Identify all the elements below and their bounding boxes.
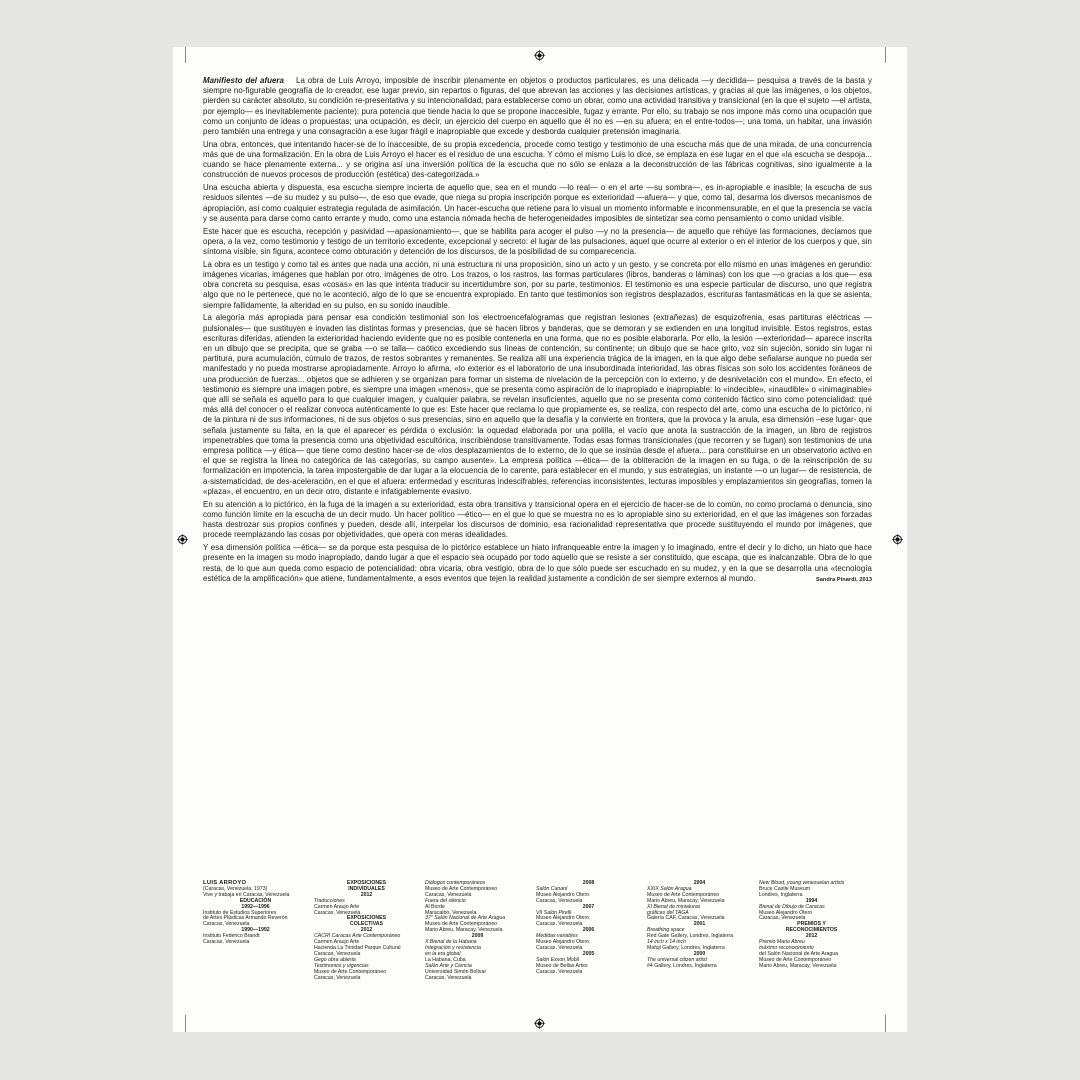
crop-mark [885, 1015, 886, 1032]
bio-line: Carmen Araujo Arte [314, 939, 360, 946]
bio-line: Caracas, Venezuela [203, 921, 250, 928]
bio-line: Vive y trabaja en Caracas, Venezuela [203, 891, 290, 898]
bio-line: 2012 [805, 933, 818, 940]
crop-mark [885, 47, 886, 63]
bio-line: Gego obra abierta [314, 956, 356, 963]
bio-column-awards [759, 881, 864, 970]
bio-line: Breathing space [647, 927, 685, 934]
bio-line: de Artes Plásticas Armando Reverón [203, 915, 288, 922]
bio-line: La Habana, Cuba [425, 956, 466, 963]
bio-line: 1990—1992 [241, 927, 270, 934]
bio-line: XXIX Salón Aragua [647, 885, 692, 892]
bio-line: PREMIOS Y [797, 921, 826, 928]
crop-mark [185, 47, 186, 63]
bio-line: #4 Gallery, Londres, Inglaterra [647, 962, 717, 969]
bio-line: Medidas variables [536, 933, 578, 940]
bio-line: Salón Exxon Mobil [536, 956, 579, 963]
bio-line: Maracaibo, Venezuela [425, 909, 477, 916]
bio-line: CACRI Caracas Arte Contemporáneo [314, 933, 401, 940]
bio-line: Salón Arte y Ciencia [425, 962, 472, 969]
bio-line: 2012 [360, 891, 373, 898]
bio-line: Galería CAF, Caracas, Venezuela [647, 915, 725, 922]
bio-line: RECONOCIMIENTOS [785, 927, 838, 934]
bio-line: Premio Mario Abreu [759, 939, 805, 946]
essay-text [203, 76, 872, 587]
bio-line: 1994 [805, 897, 818, 904]
essay-paragraph: La obra es un testigo y como tal es antes que nada una acción, ni una estructura ni una proposición, sino un acto y un gesto, y se concreta por ello mismo en unas imágenes en gerundio: imágenes vicarias, imágenes que hablan por otro, imágenes de otro. Los trazos, o los rastros, las formas particulares (libros, banderas o láminas) con los que —o gracias a los que— esa obra concreta su pesquisa, esas «cosas» en las que intenta traducir su incertidumbre son, por su parte, testimonios. El testimonio es una especie particular de discurso, uno que registra algo que no le pertenece, que no le aconteció, algo de lo que se encuentra expropiado. En tanto que testimonios son registros desplazados, escrituras fantasmáticas en la que se asienta, siempre fallidamente, la alteridad en su pulso, en su sonido inaudible. [203, 259, 872, 310]
bio-line: Mario Abreu, Maracay, Venezuela [759, 962, 837, 969]
bio-line: Integración y resistencia [425, 944, 481, 951]
essay-title: Manifiesto del afuera [203, 76, 284, 85]
bio-line: 2000 [693, 950, 706, 957]
bio-line: Caracas, Venezuela [759, 915, 806, 922]
bio-line: LUIS ARROYO [203, 880, 247, 886]
bio-line: Caracas, Venezuela [314, 950, 361, 957]
bio-line: EXPOSICIONES [346, 880, 387, 886]
bio-line: Instituto de Estudios Superiores [203, 909, 277, 916]
bio-line: 37° Salón Nacional de Arte Aragua [425, 915, 506, 922]
bio-line: gráficas del TAGA [647, 909, 689, 916]
bio-line: X Bienal de la Habana [425, 939, 477, 946]
essay-paragraph: En su atención a lo pictórico, en la fuga de la imagen a su exterioridad, esta obra transitiva y transicional opera en el ejercicio de hacer-se de lo común, no como proclama o denuncia, sino como función límite en la escucha de un decir mudo. Un hacer político —ético— en el que lo que se muestra no es lo apropiable sino su exterioridad, en el que las imágenes son forzadas hasta destrozar sus propios confines y pueden, desde allí, interpelar los discursos de dominio, esa racionalidad representativa que procede sustituyendo el mundo por imágenes, que procede reemplazando las cosas por objetividades, que opera con meras idealidades. [203, 499, 872, 540]
essay-paragraph: Manifiesto del afuera La obra de Luis Arroyo, imposible de inscribir plenamente en objetos o productos particulares, es una delicada —y decidida— pesquisa a través de la basta y siempre no-figurable geografía de lo creador, ese lugar previo, sin repartos o figuras, del que abrevan las acciones y las decisiones artísticas, y gracias al que las imágenes, o los objetos, pierden su carácter absoluto, su condición re-presentativa y su intencionalidad, para establecerse como un obrar, como una actividad transitiva y transicional (en la que el sujeto —el artista, por ejemplo— es inevitablemente paciente): pura potencia que tiende hacia lo que se propone inaccesible, fugaz y errante. Por ello, su trabajo se nos impone más como una ocupación que como un conjunto de ideas o propuestas; una ocupación, es decir, un ejercicio del cuerpo en aquello que él no es —en su afuera; en el entre-todos—; una toma, un habitar, una invasión pero también una entrega y una consagración a ese lugar frágil e inapropiable que excede y desborda cualquier pretensión imaginaria. [203, 76, 872, 137]
bio-line: del Salón Nacional de Arte Aragua [759, 950, 839, 957]
essay-paragraph: Este hacer que es escucha, recepción y pasividad —apasionamiento—, que se habilita para acoger el pulso —y no la presencia— de aquello que rehúye las formaciones, decíamos que opera, a la vez, como testimonio y testigo de un territorio excedente, excepcional y secreto: el lugar de las pulsaciones, aquel que ocurre al exterior o en el interior de los cuerpos y que, sin síntoma visible, sin figura, acontece como obturación y detención de los discursos, de la posibilidad de su comparecencia. [203, 226, 872, 257]
bio-column-education [203, 881, 308, 946]
artist-bio [203, 881, 872, 1011]
bio-line: Red Gate Gallery, Londres, Inglaterra [647, 933, 734, 940]
bio-line: The universal citizen artist [647, 956, 707, 963]
bio-line: Carmen Araujo Arte [314, 903, 360, 910]
essay-paragraph: La alegoría más apropiada para pensar esa condición testimonial son los electroencefalogramas que registran lesiones (extrañezas) de esquizofrenia, esas partituras eléctricas —pulsionales— que sustituyen e invaden las distintas formas y presencias, que se hacen libros y banderas, que se demoran y se extienden en una longitud invisible. Estos registros, estas escrituras diferidas, atienden la exterioridad haciendo evidente que no es posible contenerla en una forma, que no es posible elaborarla. Por ello, la lesión —exterioridad— aparece inscrita en un dibujo que se precipita, que se graba —o se talla— caótico excediendo sus líneas de contención, su continente; un dibujo que se hace grito, voz sin sujeción, sonido sin lugar ni partitura, pura acumulación, cúmulo de trazos, de restos sobrantes y remanentes. Se realiza allí una experiencia trágica de la imagen, en la que algo debe señalarse aunque no pueda ser manifestado y no pueda mostrarse apropiadamente. Arroyo lo afirma, «lo exterior es el laboratorio de una insubordinada interioridad, las obras físicas son solo los accidentes foráneos de una producción de fuerzas... objetos que se adhieren y se organizan para formar un sistema de nivelación de la percepción con lo externo, y de desnivelación con el mundo». En efecto, el testimonio es siempre una imagen pobre, es siempre una imagen «menos», que se presenta como aspiración de lo inapropiado e inapropiable: lo «indecible», «inaudible» o «inimaginable» que allí se señala es aquello para lo que cualquier imagen, y cualquier palabra, se revelan insuficientes, aquello que no se presenta como contenido fáctico sino como potencialidad: qué más allá del conocer o el realizar convoca auténticamente lo que es: Este hacer que reclama lo que propiamente es, se realiza, con respecto del arte, como una escucha de lo pictórico, ni de la pintura ni de sus informaciones, ni de sus objetos o sus presencias, sino en aquello que la desafía y la convierte en frontera, que la provoca y la anula, esa dimensión –ese lugar- que señala justamente su falta, en la que el aparecer es pérdida o exclusión: la oquedad elaborada por una polilla, el vacío que anota la sustracción de la imagen, un libro de registros impenetrables que toma la presencia como una objetividad escultórica, inscribiéndose transitivamente. Todas esas formas transicionales (que recorren y se fugan) son testimonios de una empresa política —y ética— que tiene como destino hacer-se de «los desplazamientos de lo externo, de lo que se insinúa desde el afuera... para constituirse en un observatorio activo en el que se registra la línea no categórica de las categorías, su campo ausente». La empresa política —ética— de la obliteración de la imagen en su fuga, o de la reinscripción de su formalización en impotencia, la tarea impostergable de dar lugar a la elocuencia de lo carente, para establecer en el mundo, y sus estrategias, un instante —o un lugar— de resistencia, de a-sistematicidad, de des-aceleración, en el que el afuera: enfermedad y escrituras indescifrables, referencias inconsistentes, lecturas imposibles y emplazamientos sin geografías, tomen la «plaza», el encuentro, en un decir otro, distante e infatigablemente evasivo. [203, 313, 872, 496]
essay-paragraph: Una escucha abierta y dispuesta, esa escucha siempre incierta de aquello que, sea en el mundo —lo real— o en el arte —su sombra—, es in-apropiable e inasible; la escucha de sus residuos silentes —de su mudez y su pulso—, de eso que evade, que niega su propia inscripción porque es exterioridad —afuera— y que, como tal, desarma los diversos mecanismos de apropiación, así como cualquier estrategia regulada de asimilación. Un hacer-escucha que retiene para lo visual un momento informable e inconmensurable, en el que la presencia se vacía y se ausenta para darse como canto errante y mudo, como una estancia nómada hecha de heterogeneidades imposibles de sintetizar sea como pensamiento o como unidad visible. [203, 183, 872, 223]
bio-line: INDIVIDUALES [348, 885, 385, 892]
crop-mark [185, 1015, 186, 1032]
bio-line: 2004 [693, 880, 706, 886]
bio-line: Bruce Castle Museum [759, 885, 811, 892]
bio-line: COLECTIVAS [349, 921, 384, 928]
bio-column-exhibitions [536, 881, 641, 976]
bio-line: Museo de Bellas Artes [536, 962, 588, 969]
bio-line: 2012 [360, 927, 373, 934]
bio-line: Caracas, Venezuela [314, 909, 361, 916]
essay-paragraph: Una obra, entonces, que intentando hacer-se de lo inaccesible, de su propia excedencia, procede como testigo y testimonio de una escucha más que de una mirada, de una concurrencia más que de una formalización. En la obra de Luis Arroyo el hacer es el residuo de una escucha. Y cómo el mismo Luis lo dice, se emplaza en ese lugar en el que «la escucha se despoja... cuando se hace plenamente externa... y se origina así una inversión política de la escucha que no sólo se enlaza a la deconstrucción de las fábricas cognitivas, sino igualmente a la construcción de nuevos procesos de producción (estética) des-categorizada.» [203, 139, 872, 180]
bio-line: EDUCACIÓN [239, 897, 272, 904]
bio-column-exhibitions [425, 881, 530, 981]
bio-line: Museo de Arte Contemporáneo [647, 891, 720, 898]
bio-line: Museo Alejandro Otero [536, 939, 590, 946]
registration-mark-icon [534, 1018, 545, 1029]
bio-line: 2009 [471, 933, 484, 940]
bio-line: Bienal de Dibujo de Caracas [759, 903, 825, 910]
bio-line: Caracas, Venezuela [536, 897, 583, 904]
bio-line: Instituto Federico Brandt [203, 933, 260, 940]
bio-line: Caracas, Venezuela [314, 974, 361, 981]
bio-line: Traducciones [314, 897, 345, 904]
bio-line: Hacienda La Trinidad Parque Cultural [314, 944, 401, 951]
registration-mark-icon [177, 534, 188, 545]
bio-line: Londres, Inglaterra [759, 891, 803, 898]
bio-line: Fuera del silencio [425, 897, 466, 904]
essay-paragraph: Y esa dimensión política —ética— se da porque esta pesquisa de lo pictórico establece un hiato infranqueable entre la imagen y lo imaginado, entre el decir y lo dicho, un hiato que hace presente en la imagen su modo inapropiado, dando lugar a que el espacio sea ocupado por todo aquello que se resiste a ser constituido, que escapa, que es inalcanzable. Obra de lo que resta, de lo que aun queda como espacio de potencialidad: obra vicaria, obra vestigio, obra de lo que sólo puede ser escuchado en su mudez, y en la que se desarrolla una «tecnología estética de la amplificación» que atiene, fundamentalmente, a esos eventos que tejen la realidad justamente a condición de ser siempre externos al mundo. Sandra Pinardi, 2013 [203, 543, 872, 584]
bio-line: Museo Alejandro Otero [536, 891, 590, 898]
bio-line: 2005 [582, 950, 595, 957]
bio-line: Mafuji Gallery, Londres, Inglaterra [647, 944, 725, 951]
essay-signature: Sandra Pinardi, 2013 [815, 576, 872, 583]
bio-line: Caracas, Venezuela [203, 939, 250, 946]
bio-line: Caracas, Venezuela [536, 921, 583, 928]
bio-line: máximo reconocimiento [759, 944, 814, 951]
bio-line: 1992—1996 [241, 903, 270, 910]
bio-line: Museo de Arte Contemporáneo [425, 921, 498, 928]
bio-line: Universidad Simón Bolívar [425, 968, 487, 975]
bio-line: Caracas, Venezuela [425, 974, 472, 981]
bio-line: Caracas, Venezuela [536, 968, 583, 975]
bio-line: Salón Cananí [536, 885, 568, 892]
bio-line: Mario Abreu, Maracay, Venezuela [425, 927, 503, 934]
bio-line: 2007 [582, 903, 595, 910]
bio-column-exhibitions [314, 881, 419, 981]
bio-line: Caracas, Venezuela [425, 891, 472, 898]
document-page [173, 47, 907, 1032]
bio-line: Mario Abreu, Maracay, Venezuela [647, 897, 725, 904]
bio-line: Caracas, Venezuela [536, 944, 583, 951]
bio-column-exhibitions [647, 881, 752, 970]
registration-mark-icon [892, 534, 903, 545]
bio-line: Diálogos contemporáneos [425, 880, 486, 886]
bio-line: en la era global [425, 950, 461, 957]
bio-line: XI Bienal de miniaturas [647, 903, 701, 910]
registration-mark-icon [534, 50, 545, 61]
bio-line: 14 inch x 14 inch [647, 939, 686, 946]
bio-line: Museo de Arte Contemporáneo [314, 968, 387, 975]
bio-line: (Caracas, Venezuela, 1973) [203, 885, 268, 892]
bio-line: EXPOSICIONES [346, 915, 387, 922]
bio-line: Museo Alejandro Otero [536, 915, 590, 922]
bio-line: Museo de Arte Contemporáneo [759, 956, 832, 963]
bio-line: Testimonios y vigencias [314, 962, 369, 969]
bio-line: New Blood, young venezuelan artists [759, 880, 845, 886]
bio-line: VII Salón Pirelli [536, 909, 572, 916]
bio-line: Museo Alejandro Otero [759, 909, 813, 916]
bio-line: Al Borde [425, 903, 445, 910]
bio-line: 2001 [693, 921, 706, 928]
bio-line: Museo de Arte Contemporáneo [425, 885, 498, 892]
bio-line: 2008 [582, 880, 595, 886]
bio-line: 2006 [582, 927, 595, 934]
